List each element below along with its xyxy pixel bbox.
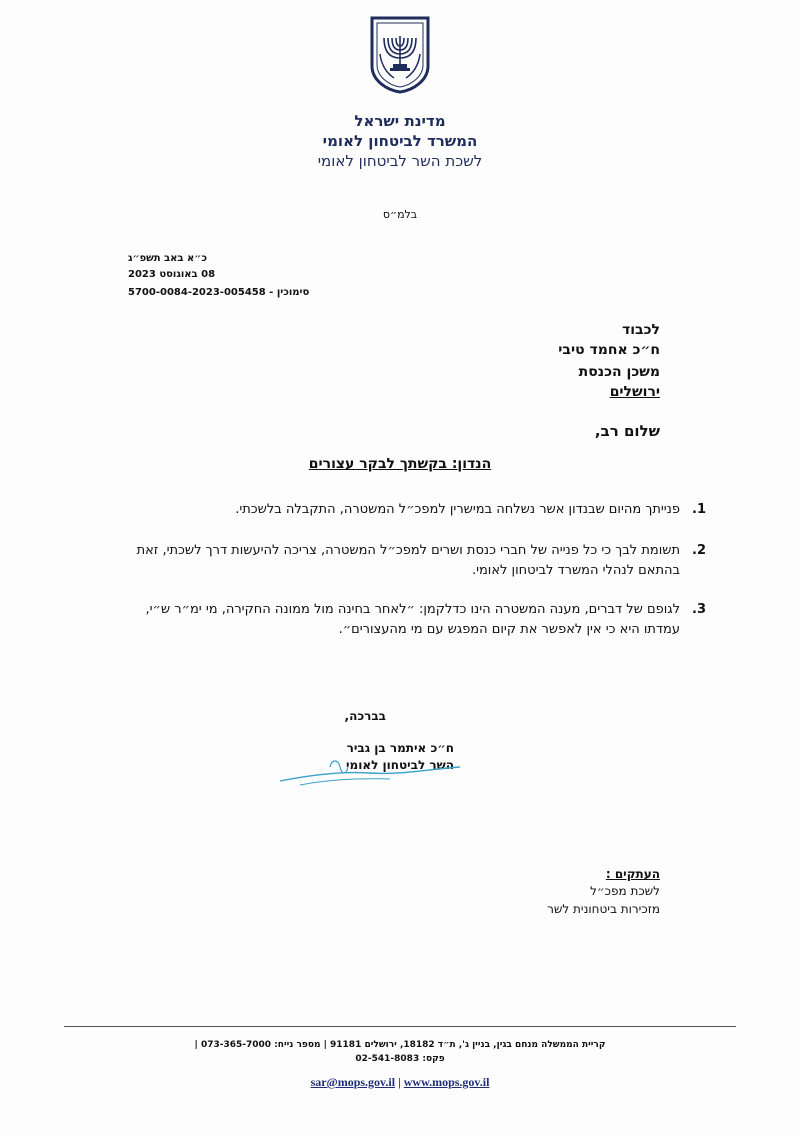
paragraph-number: 3. xyxy=(692,602,706,617)
link-separator: | xyxy=(398,1075,401,1089)
state-emblem-icon xyxy=(368,14,432,94)
paragraph-3 xyxy=(120,600,706,640)
addressee-salutation: לכבוד xyxy=(622,322,660,338)
office-name: לשכת השר לביטחון לאומי xyxy=(317,152,483,170)
reference-number: סימוכין - 5700-0084-2023-005458 xyxy=(128,287,310,298)
copy-recipient: מזכירות ביטחונית לשר xyxy=(547,902,660,916)
state-name: מדינת ישראל xyxy=(354,112,446,130)
copies-heading: העתקים : xyxy=(605,867,660,881)
paragraph-text: תשומת לבך כי כל פנייה של חברי כנסת ושרים למפכ״ל המשטרה, צריכה להיעשות דרך לשכתי, זאת בהתאם לנהלי המשרד לביטחון לאומי. xyxy=(136,543,680,578)
greeting: שלום רב, xyxy=(594,422,660,440)
closing: בברכה, xyxy=(344,709,386,723)
website-link[interactable]: www.mops.gov.il xyxy=(403,1075,490,1089)
classification-label: בלמ״ס xyxy=(382,208,418,221)
footer-fax: פקס: 02-541-8083 xyxy=(355,1054,445,1064)
footer-address: קריית הממשלה מנחם בגין, בניין ג', ת״ד 18182, ירושלים 91181 | מספר נייח: 073-365-7000 | xyxy=(194,1040,606,1050)
handwritten-signature xyxy=(270,745,470,795)
paragraph-number: 2. xyxy=(692,543,706,558)
gregorian-date: 08 באוגוסט 2023 xyxy=(128,269,216,280)
copy-recipient: לשכת מפכ״ל xyxy=(590,884,660,898)
addressee-name: ח״כ אחמד טיבי xyxy=(558,342,660,358)
paragraph-2 xyxy=(120,541,706,581)
footer-links xyxy=(200,1075,600,1090)
addressee-place: משכן הכנסת xyxy=(578,364,660,380)
signatory-name: ח״כ איתמר בן גביר xyxy=(346,741,454,755)
subject-line: הנדון: בקשתך לבקר עצורים xyxy=(308,456,492,472)
paragraph-1 xyxy=(120,500,706,520)
paragraph-text: לגופם של דברים, מענה המשטרה הינו כדלקמן: ״לאחר בחינה מול ממונה החקירה, מי ימ״ר ש״י, עמדתו היא כי אין לאפשר את קיום המפגש עם מי מהעצורים״. xyxy=(145,602,680,637)
signatory-title: השר לביטחון לאומי xyxy=(346,758,454,772)
email-link[interactable]: sar@mops.gov.il xyxy=(310,1075,396,1089)
footer-divider xyxy=(64,1026,736,1027)
ministry-name: המשרד לביטחון לאומי xyxy=(322,132,478,150)
hebrew-date: כ״א באב תשפ״ג xyxy=(128,253,208,264)
paragraph-number: 1. xyxy=(692,502,706,517)
paragraph-text: פנייתך מהיום שבנדון אשר נשלחה במישרין למפכ״ל המשטרה, התקבלה בלשכתי. xyxy=(235,502,680,517)
addressee-city: ירושלים xyxy=(609,384,660,400)
